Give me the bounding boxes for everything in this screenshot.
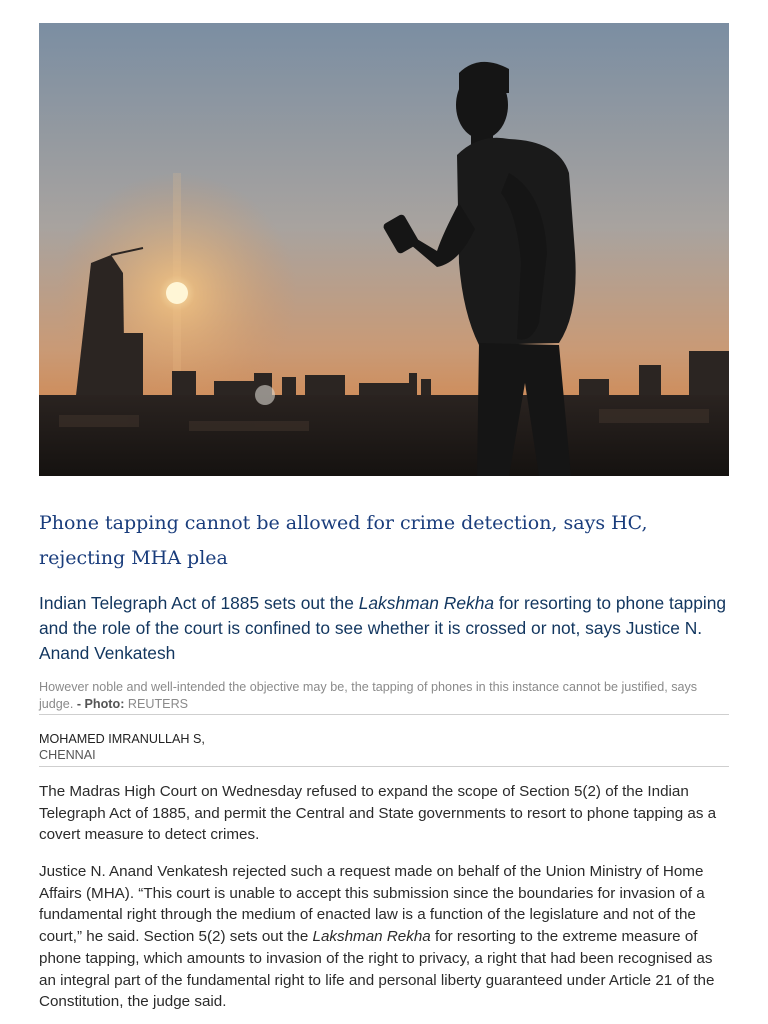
article-headline: Phone tapping cannot be allowed for crime detection, says HC, rejecting MHA plea: [39, 512, 648, 569]
article-photo: [39, 23, 729, 476]
standfirst-text: Indian Telegraph Act of 1885 sets out the: [39, 593, 359, 613]
dateline: CHENNAI: [39, 748, 96, 762]
paragraph-text: Justice N. Anand Venkatesh rejected such a request made on behalf of the Union Ministry of Home Affairs (MHA). “This court is unable to accept this submission since the boundaries for invasion of a fundamental right through the medium of enacted law is a function of the legislature and not of the court,” he said. Section 5(2) sets out the: [39, 863, 705, 946]
divider: [39, 714, 729, 715]
body-paragraph: [39, 861, 731, 1013]
silhouette-man-with-phone-at-sunset-icon: [39, 23, 729, 476]
caption-text: However noble and well-intended the objective may be, the tapping of phones in this instance cannot be justified, says judge.: [39, 680, 698, 711]
photo-credit-label: - Photo:: [73, 697, 128, 711]
standfirst-text-continued: for resorting to phone tapping and the role of the court is confined to see whether it is crossed or not, says Justice N. Anand Venkatesh: [39, 593, 727, 663]
standfirst-emphasis: Lakshman Rekha: [358, 593, 495, 613]
photo-caption: [39, 679, 729, 713]
paragraph-text-continued: for resorting to the extreme measure of phone tapping, which amounts to invasion of the right to privacy, a right that had been recognised as an integral part of the fundamental right to life and personal liberty guaranteed under Article 21 of the Constitution, the judge said.: [39, 928, 715, 1011]
article-standfirst: [39, 591, 729, 666]
body-paragraph: The Madras High Court on Wednesday refused to expand the scope of Section 5(2) of the Indian Telegraph Act of 1885, and permit the Central and State governments to resort to phone tapping as a covert measure to detect crimes.: [39, 783, 717, 844]
divider: [39, 766, 729, 767]
paragraph-emphasis: Lakshman Rekha: [312, 928, 431, 946]
byline: [39, 731, 205, 763]
author-name[interactable]: MOHAMED IMRANULLAH S,: [39, 732, 205, 746]
photo-credit: REUTERS: [127, 697, 189, 711]
